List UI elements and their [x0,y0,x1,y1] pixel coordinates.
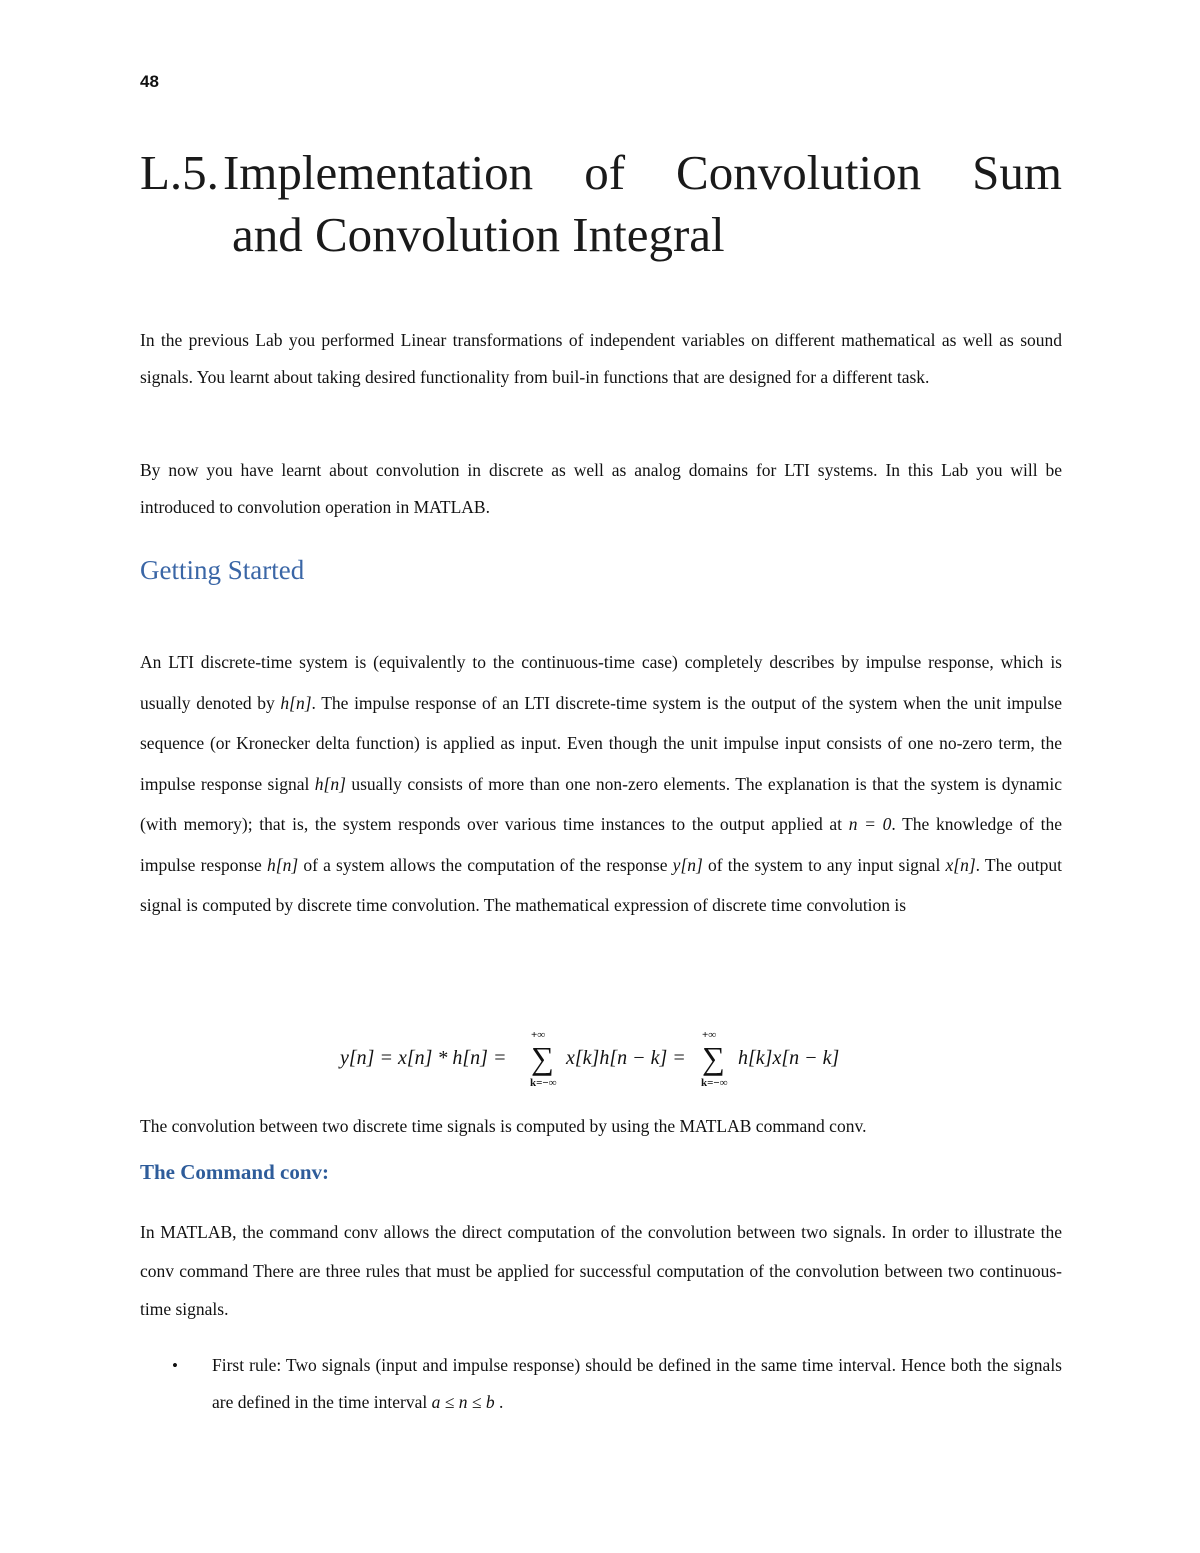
chapter-number: L.5. [140,145,219,200]
equation-term-1: x[k]h[n − k] = [566,1047,686,1069]
sum-upper-limit: +∞ [702,1029,717,1041]
sum-lower-limit: k=−∞ [701,1077,728,1089]
text-run: usually consists of more than one non-zero elements. The explanation is that the system is dynamic (with memory); that is, the system responds over various time instances to the output applied at [140,773,1062,834]
sigma-symbol: ∑ [531,1040,554,1076]
equation-term-2: h[k]x[n − k] [738,1047,840,1069]
rule-text [212,1347,1062,1421]
text-run: of the system to any input signal [702,854,946,875]
sum-upper-limit: +∞ [531,1029,546,1041]
conv-intro-sentence: The convolution between two discrete time signals is computed by using the MATLAB command conv. [140,1116,867,1136]
input-signal-symbol: x[n] [945,854,976,875]
section-heading-getting-started: Getting Started [140,555,305,585]
bullet-dot: • [172,1356,178,1375]
impulse-response-symbol: h[n] [280,692,312,713]
time-zero-expression: n = 0 [848,814,892,834]
getting-started-paragraph [140,642,1062,926]
text-run: . The knowledge of the impulse response [140,814,1063,875]
text-run: . The output signal is computed by discrete time convolution. The mathematical expression of discrete time convolution is [140,854,1062,915]
sum-lower-limit: k=−∞ [530,1077,557,1089]
sigma-symbol: ∑ [702,1040,725,1076]
chapter-title-line-1 [140,142,1062,204]
page-number: 48 [140,72,159,91]
section-heading-command-conv: The Command conv: [140,1160,330,1184]
equation-lhs: y[n] = x[n] * h[n] = [340,1047,507,1069]
text-run: An LTI discrete-time system is (equivalently to the continuous-time case) completely describes by impulse response, which is usually denoted by [140,652,1062,713]
output-signal-symbol: y[n] [672,854,703,875]
intro-paragraph-2: By now you have learnt about convolution in discrete as well as analog domains for LTI systems. In this Lab you will be introduced to convolution operation in MATLAB. [140,460,1062,517]
title-word: of [584,145,626,200]
title-word: Sum [972,145,1062,200]
convolution-equation [0,1028,1200,1094]
title-word: Convolution [676,145,922,200]
text-run: . [494,1392,504,1412]
impulse-response-symbol: h[n] [314,773,346,794]
command-conv-paragraph: In MATLAB, the command conv allows the direct computation of the convolution between two signals. In order to illustrate the conv command There are three rules that must be applied for successful computation of the convolution between two continuous-time signals. [140,1222,1062,1319]
text-run: of a system allows the computation of the response [298,854,673,875]
chapter-title-line-2: and Convolution Integral [232,207,725,262]
text-run: First rule: Two signals (input and impulse response) should be defined in the same time interval. Hence both the signals are defined in the time interval [212,1355,1062,1412]
title-word: Implementation [222,145,534,200]
text-run: . The impulse response of an LTI discrete-time system is the output of the system when the unit impulse sequence (or Kronecker delta function) is applied as input. Even though the unit impulse input consists of one no-zero term, the impulse response signal [140,692,1062,794]
chapter-title [140,142,1062,266]
impulse-response-symbol: h[n] [267,854,299,875]
intro-paragraph-1: In the previous Lab you performed Linear transformations of independent variables on different mathematical as well as sound signals. You learnt about taking desired functionality from buil-in functions that are designed for a different task. [140,330,1062,387]
time-interval-expression: a ≤ n ≤ b [431,1392,495,1412]
